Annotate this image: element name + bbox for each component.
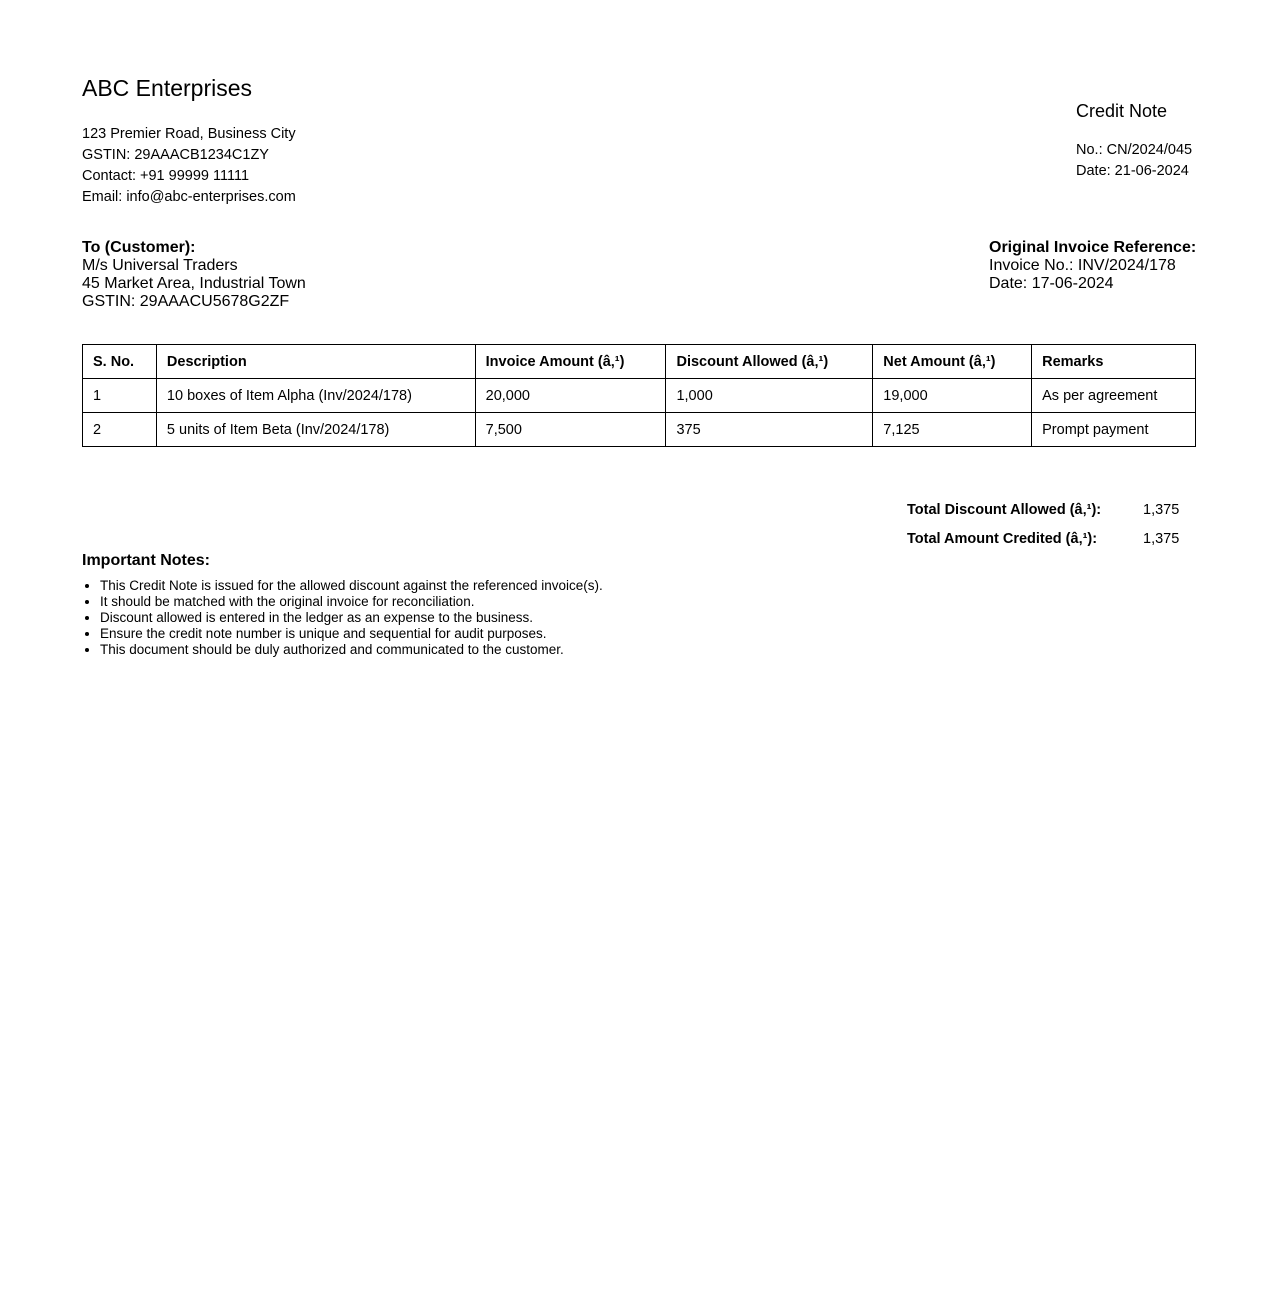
total-credited-value: 1,375 [1143,531,1180,547]
total-credited-label: Total Amount Credited (â‚¹): [907,531,1098,547]
notes-title: Important Notes: [82,552,210,569]
document-date: Date: 21-06-2024 [1076,163,1189,179]
important-notes [82,551,982,658]
cell-discount-allowed: 375 [666,413,873,447]
company-gstin: GSTIN: 29AAACB1234C1ZY [82,147,269,163]
header-invoice-amount: Invoice Amount (â‚¹) [475,345,666,379]
list-item: • Ensure the credit note number is unique and sequential for audit purposes. [100,626,982,642]
list-item: • This Credit Note is issued for the allowed discount against the referenced invoice(s). [100,578,982,594]
customer-heading: To (Customer): [82,239,196,256]
notes-list [82,578,982,658]
cell-invoice-amount: 7,500 [475,413,666,447]
list-item: • Discount allowed is entered in the ledger as an expense to the business. [100,610,982,626]
customer-name: M/s Universal Traders [82,257,238,274]
company-contact: Contact: +91 99999 11111 [82,168,250,184]
document-info [1076,99,1276,182]
cell-net-amount: 7,125 [873,413,1032,447]
cell-remarks: As per agreement [1032,379,1196,413]
document-meta [1076,140,1276,182]
cell-description: 10 boxes of Item Alpha (Inv/2024/178) [156,379,475,413]
header-serial-no: S. No. [83,345,157,379]
totals-summary [907,498,1179,556]
company-email: Email: info@abc-enterprises.com [82,189,296,205]
header-remarks: Remarks [1032,345,1196,379]
cell-net-amount: 19,000 [873,379,1032,413]
customer-gstin: GSTIN: 29AAACU5678G2ZF [82,293,290,310]
header-discount-allowed: Discount Allowed (â‚¹) [666,345,873,379]
invoice-reference [989,239,1197,293]
total-discount-value: 1,375 [1143,502,1180,518]
company-name: ABC Enterprises [82,75,253,101]
reference-heading: Original Invoice Reference: [989,239,1197,256]
table-row [83,379,1196,413]
total-discount-row [907,498,1179,527]
header-net-amount: Net Amount (â‚¹) [873,345,1032,379]
reference-date: Date: 17-06-2024 [989,275,1114,292]
customer-details [82,239,306,311]
table-header-row [83,345,1196,379]
cell-serial-no: 1 [83,379,157,413]
document-title: Credit Note [1076,101,1168,121]
header-description: Description [156,345,475,379]
cell-serial-no: 2 [83,413,157,447]
items-table [82,344,1196,447]
table-row [83,413,1196,447]
list-item: • This document should be duly authorized and communicated to the customer. [100,642,982,658]
cell-invoice-amount: 20,000 [475,379,666,413]
document-number: No.: CN/2024/045 [1076,142,1193,158]
reference-invoice-no: Invoice No.: INV/2024/178 [989,257,1176,274]
company-info [82,124,296,208]
cell-discount-allowed: 1,000 [666,379,873,413]
cell-remarks: Prompt payment [1032,413,1196,447]
company-address: 123 Premier Road, Business City [82,126,296,142]
cell-description: 5 units of Item Beta (Inv/2024/178) [156,413,475,447]
total-discount-label: Total Discount Allowed (â‚¹): [907,502,1102,518]
list-item: • It should be matched with the original invoice for reconciliation. [100,594,982,610]
customer-address: 45 Market Area, Industrial Town [82,275,306,292]
